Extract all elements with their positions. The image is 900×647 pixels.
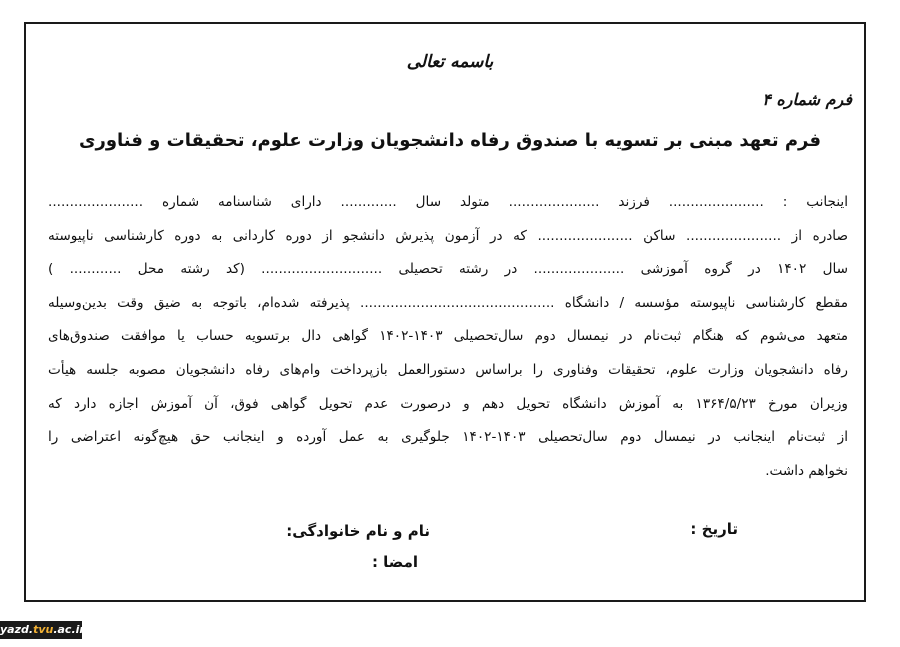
body-line: از ثبت‌نام اینجانب در نیمسال دوم سال‌تحصیلی ۱۴۰۳-۱۴۰۲ جلوگیری به عمل آورده و اینجانب حق هیچ‌گونه اعتراضی را <box>48 429 848 446</box>
form-title: فرم تعهد مبنی بر تسویه با صندوق رفاه دانشجویان وزارت علوم، تحقیقات و فناوری <box>78 130 822 151</box>
body-line: رفاه دانشجویان وزارت علوم، تحقیقات وفناوری را براساس دستورالعمل بازپرداخت وام‌های رفاه دانشجویان مصوبه جلسه هیأت <box>48 361 848 378</box>
bismillah-heading: باسمه تعالی <box>406 52 494 72</box>
body-line: متعهد می‌شوم که هنگام ثبت‌نام در نیمسال دوم سال‌تحصیلی ۱۴۰۳-۱۴۰۲ گواهی دال برتسویه حساب یا موافقت صندوق‌های <box>48 328 848 345</box>
body-line: وزیران مورخ ۱۳۶۴/۵/۲۳ به آموزش دانشگاه تحویل دهم و درصورت عدم تحویل گواهی فوق، آن آموزش اجازه دارد که <box>48 395 848 412</box>
watermark-suffix: .ac.ir <box>53 623 85 636</box>
full-name-label: نام و نام خانوادگی: <box>286 522 430 540</box>
site-watermark <box>0 621 85 639</box>
body-line: نخواهم داشت. <box>765 462 848 479</box>
form-number: فرم شماره ۴ <box>762 90 852 109</box>
body-line: سال ۱۴۰۲ در گروه آموزشی ..................... در رشته تحصیلی ............................ (کد رشته محل ............ ) <box>48 261 848 278</box>
body-line: اینجانب : ...................... فرزند ..................... متولد سال ............. دارای شناسنامه شماره ...................... <box>48 194 848 210</box>
date-label: تاریخ : <box>690 520 738 538</box>
watermark-highlight: tvu <box>33 623 54 636</box>
watermark-prefix: yazd. <box>0 623 34 636</box>
body-line: صادره از ...................... ساکن ...................... که در آزمون پذیرش دانشجو از دوره کاردانی به دوره کارشناسی ناپیوسته <box>48 227 848 244</box>
commitment-text <box>48 186 848 488</box>
signature-label: امضا : <box>371 553 418 571</box>
body-line: مقطع کارشناسی ناپیوسته مؤسسه / دانشگاه ............................................. پذیرفته شده‌ام، باتوجه به ضیق وقت بدین‌وسیله <box>48 294 848 311</box>
